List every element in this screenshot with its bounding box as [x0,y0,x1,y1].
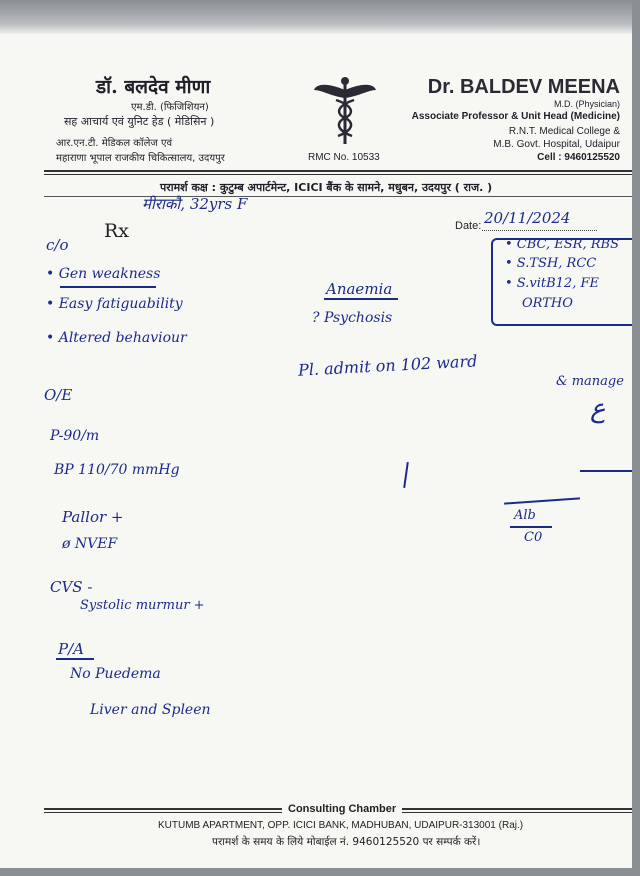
college-hindi: आर.एन.टी. मेडिकल कॉलेज एवं [56,138,173,149]
date-value: 20/11/2024 [484,209,571,227]
investigation-3: • S.vitB12, FE [505,276,599,291]
nvef: ø NVEF [62,536,118,552]
college-english: R.N.T. Medical College & [508,126,620,137]
investigation-2: • S.TSH, RCC [505,256,597,271]
hospital-hindi: महाराणा भूपाल राजकीय चिकित्सालय, उदयपुर [56,153,225,164]
cvs-label: CVS - [50,578,93,596]
date-dotted-line [482,230,597,231]
alb-top-rule [504,497,580,504]
blood-pressure: BP 110/70 mmHg [54,462,180,478]
rmc-number: RMC No. 10533 [308,152,380,163]
diagnosis-1: Anaemia [326,280,393,298]
diagnosis-2: ? Psychosis [312,310,393,326]
doctor-title-hindi: सह आचार्य एवं युनिट हेड ( मेडिसिन ) [64,115,215,128]
consulting-chamber-label: Consulting Chamber [282,803,402,815]
header-rule [44,170,632,172]
scan-shadow-right [632,0,640,876]
pulse: P-90/m [50,428,100,444]
pa-finding-1: No Puedema [70,666,161,682]
hospital-english: M.B. Govt. Hospital, Udaipur [493,139,620,150]
oe-label: O/E [44,386,73,404]
complaint-1-underline [60,286,156,288]
doctor-name-hindi: डॉ. बलदेव मीणा [96,76,211,98]
rx-symbol: Rx [104,220,130,242]
pallor: Pallor + [62,508,124,526]
complaint-2: • Easy fatiguability [46,296,183,312]
doctor-title-english: Associate Professor & Unit Head (Medicine) [411,111,620,122]
pa-finding-2: Liver and Spleen [90,702,211,718]
doctor-signature: ع [590,394,606,424]
signature-rule [580,470,632,472]
cvs-finding: Systolic murmur + [80,598,205,613]
albumin-value: C0 [524,530,543,545]
scan-shadow-top [0,0,632,34]
investigation-1: • CBC, ESR, RBS [505,237,619,252]
pa-label: P/A [58,640,84,658]
doctor-degree-hindi: एम.डी. (फिजिशियन) [131,102,209,113]
doctor-degree-english: M.D. (Physician) [553,99,620,109]
chamber-address: KUTUMB APARTMENT, OPP. ICICI BANK, MADHUBAN, UDAIPUR-313001 (Raj.) [158,820,524,831]
investigation-4: ORTHO [522,296,573,311]
advice-line: Pl. admit on 102 ward [297,351,478,380]
diagnosis-underline [324,298,398,300]
consult-rule [44,196,632,197]
consultation-address: परामर्श कक्ष : कुटुम्ब अपार्टमेन्ट, ICICI बैंक के सामने, मधुबन, उदयपुर ( राज. ) [160,181,493,194]
cell-number: Cell : 9460125520 [537,152,620,163]
co-label: c/o [46,236,69,254]
contact-note-hindi: परामर्श के समय के लिये मोबाईल नं. 9460125520 पर सम्पर्क करें। [212,836,481,848]
pen-mark [403,462,409,488]
complaint-1: • Gen weakness [46,266,161,282]
date-label: Date: [455,220,482,232]
albumin-fraction-line [510,526,552,528]
caduceus-icon [312,76,378,146]
doctor-name-english: Dr. BALDEV MEENA [427,76,620,98]
advice-line-2: & manage [556,374,624,389]
header-rule-thin [44,174,632,175]
complaint-3: • Altered behaviour [46,330,187,346]
patient-name: मीराकौ, 32yrs F [142,195,248,213]
albumin-label: Alb [514,508,536,523]
pa-underline [56,658,94,660]
